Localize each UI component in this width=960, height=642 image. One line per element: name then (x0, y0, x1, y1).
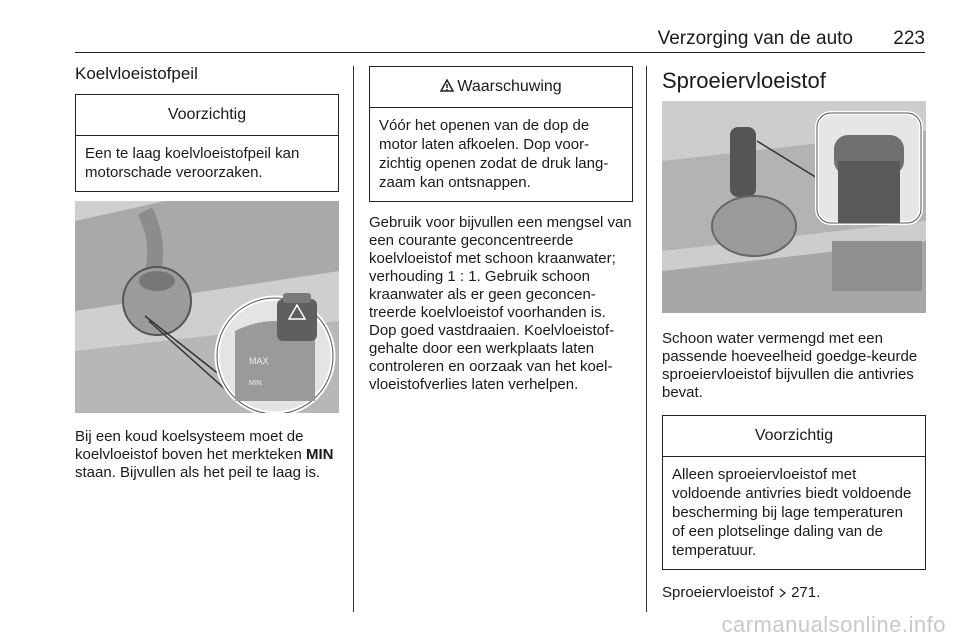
caution-label: Voorzichtig (663, 416, 925, 457)
caution-label: Voorzichtig (76, 95, 338, 136)
caution-box (662, 415, 926, 570)
column-warning (369, 66, 633, 394)
max-mark: MAX (249, 356, 269, 366)
washer-reservoir-photo (662, 101, 926, 313)
column-divider (646, 66, 647, 612)
page-number: 223 (893, 28, 925, 49)
watermark: carmanualsonline.info (721, 612, 946, 637)
caution-box (75, 94, 339, 192)
column-divider (353, 66, 354, 612)
min-mark: MIN (249, 380, 262, 387)
section-heading: Sproeiervloeistof (662, 68, 826, 93)
coolant-instructions: Bij een koud koelsysteem moet de koelvloeistof boven het merkteken MIN staan. Bijvullen als het peil te laag is. (75, 428, 334, 481)
warning-box (369, 66, 633, 202)
min-label: MIN (305, 446, 334, 463)
caution-text: Een te laag koelvloeistofpeil kan motorschade veroorzaken. (85, 145, 300, 181)
section-heading: Koelvloeistofpeil (75, 64, 198, 83)
caution-text: Alleen sproeiervloeistof met voldoende antivries biedt voldoende bescherming bij lage temperaturen of een plotselinge daling van de temperatuur. (672, 466, 912, 559)
warning-text: Vóór het openen van de dop de motor laten afkoelen. Dop voor-zichtig openen zodat de druk lang-zaam kan ontsnappen. (379, 117, 609, 191)
warning-triangle-icon (440, 79, 454, 92)
warning-label: Waarschuwing (457, 78, 562, 95)
header-title: Verzorging van de auto (657, 28, 853, 49)
coolant-reservoir-photo (75, 201, 339, 413)
column-coolant-level (75, 62, 339, 482)
warning-header (370, 67, 632, 108)
column-washer-fluid (662, 66, 926, 602)
page-reference[interactable]: Sproeiervloeistof 271. (662, 584, 821, 601)
page-header (75, 26, 925, 53)
refill-instructions: Gebruik voor bijvullen een mengsel van een courante geconcentreerde koelvloeistof met schoon kraanwater; verhouding 1 : 1. Gebruik schoon kraanwater als er geen geconcen-treerde koelvloeistof voorhanden is. Dop goed vastdraaien. Koelvloeistof-gehalte door een werkplaats laten controleren en oorzaak van het koel-vloeistofverlies laten verhelpen. (369, 214, 632, 393)
page-reference-icon (778, 588, 787, 598)
washer-fluid-instructions: Schoon water vermengd met een passende hoeveelheid goedge-keurde sproeiervloeistof bijvullen die antivries bevat. (662, 330, 918, 401)
